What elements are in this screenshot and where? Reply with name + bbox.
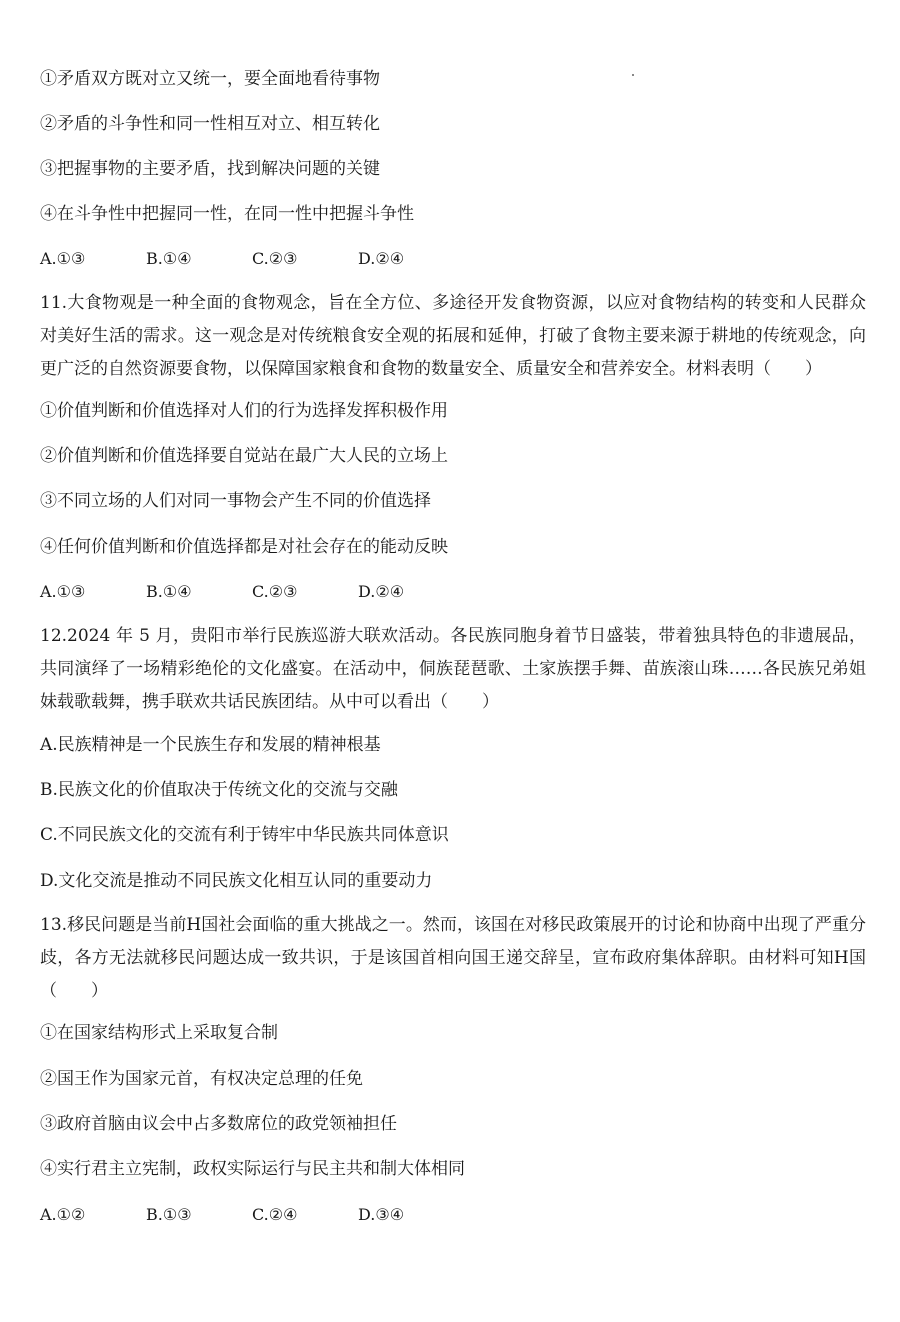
q11-option-c: C.②③ (252, 582, 298, 601)
q11-options (40, 581, 464, 603)
q11-item-4: ④任何价值判断和价值选择都是对社会存在的能动反映 (40, 537, 448, 557)
q13-option-a: A.①② (40, 1205, 86, 1224)
q12-stem: 12.2024 年 5 月，贵阳市举行民族巡游大联欢活动。各民族同胞身着节日盛装，带着独具特色的非遗展品，共同演绎了一场精彩绝伦的文化盛宴。在活动中，侗族琵琶歌、土家族摆手舞、苗族滚山珠……各民族兄弟姐妹载歌载舞，携手联欢共话民族团结。从中可以看出（ ） (40, 626, 866, 712)
q11-item-3: ③不同立场的人们对同一事物会产生不同的价值选择 (40, 491, 431, 511)
q13-item-2: ②国王作为国家元首，有权决定总理的任免 (40, 1069, 363, 1089)
q11-option-b: B.①④ (146, 582, 192, 601)
q13-option-b: B.①③ (146, 1205, 192, 1224)
q13-item-1: ①在国家结构形式上采取复合制 (40, 1023, 278, 1043)
q13-option-d: D.③④ (358, 1205, 405, 1224)
q12-choice-d: D.文化交流是推动不同民族文化相互认同的重要动力 (40, 871, 433, 891)
q12-choice-c: C.不同民族文化的交流有利于铸牢中华民族共同体意识 (40, 825, 449, 845)
q13-options (40, 1204, 464, 1226)
q10-item-4: ④在斗争性中把握同一性，在同一性中把握斗争性 (40, 204, 414, 224)
scan-speck (632, 74, 634, 76)
q12-choice-a: A.民族精神是一个民族生存和发展的精神根基 (40, 735, 381, 755)
q11-option-d: D.②④ (358, 582, 405, 601)
q10-options (40, 248, 464, 270)
q11-item-1: ①价值判断和价值选择对人们的行为选择发挥积极作用 (40, 401, 448, 421)
q10-option-a: A.①③ (40, 249, 86, 268)
q10-option-c: C.②③ (252, 249, 298, 268)
q13-option-c: C.②④ (252, 1205, 298, 1224)
q10-option-d: D.②④ (358, 249, 405, 268)
q10-option-b: B.①④ (146, 249, 192, 268)
q10-item-3: ③把握事物的主要矛盾，找到解决问题的关键 (40, 159, 380, 179)
q13-item-4: ④实行君主立宪制，政权实际运行与民主共和制大体相同 (40, 1159, 465, 1179)
q11-stem: 11.大食物观是一种全面的食物观念，旨在全方位、多途径开发食物资源，以应对食物结构的转变和人民群众对美好生活的需求。这一观念是对传统粮食安全观的拓展和延伸，打破了食物主要来源于耕地的传统观念，向更广泛的自然资源要食物，以保障国家粮食和食物的数量安全、质量安全和营养安全。材料表明（ ） (40, 293, 866, 379)
q11-item-2: ②价值判断和价值选择要自觉站在最广大人民的立场上 (40, 446, 448, 466)
q10-item-2: ②矛盾的斗争性和同一性相互对立、相互转化 (40, 114, 380, 134)
q13-stem: 13.移民问题是当前H国社会面临的重大挑战之一。然而，该国在对移民政策展开的讨论和协商中出现了严重分歧，各方无法就移民问题达成一致共识，于是该国首相向国王递交辞呈，宣布政府集体辞职。由材料可知H国（ ） (40, 915, 866, 1001)
q13-item-3: ③政府首脑由议会中占多数席位的政党领袖担任 (40, 1114, 397, 1134)
q11-option-a: A.①③ (40, 582, 86, 601)
q10-item-1: ①矛盾双方既对立又统一，要全面地看待事物 (40, 69, 380, 89)
q12-choice-b: B.民族文化的价值取决于传统文化的交流与交融 (40, 780, 398, 800)
